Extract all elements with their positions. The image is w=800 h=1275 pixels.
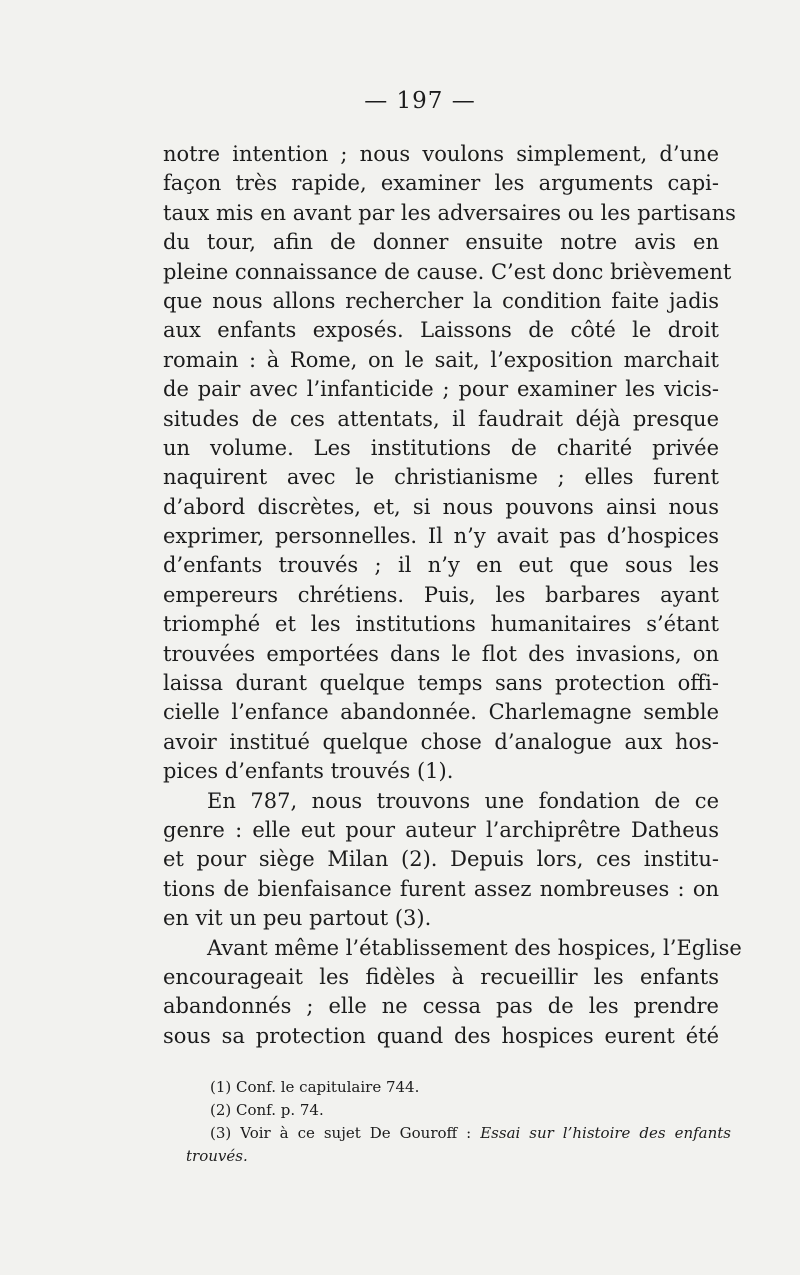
- text-line: un volume. Les institutions de charité privée: [163, 435, 719, 460]
- text-line: d’abord discrètes, et, si nous pouvons ainsi nous: [163, 494, 719, 519]
- text-line: façon très rapide, examiner les arguments capi-: [163, 171, 719, 196]
- text-line: En 787, nous trouvons une fondation de ce: [207, 788, 719, 813]
- text-line: et pour siège Milan (2). Depuis lors, ces institu-: [163, 847, 719, 872]
- text-line: triomphé et les institutions humanitaires s’étant: [163, 612, 719, 637]
- footnote-3: [186, 1122, 731, 1145]
- footnote-3-title: Essai sur l’histoire des enfants: [480, 1124, 731, 1142]
- text-line: genre : elle eut pour auteur l’archiprêtre Datheus: [163, 817, 719, 842]
- footnote-3-continuation: trouvés.: [186, 1147, 248, 1165]
- text-line: cielle l’enfance abandonnée. Charlemagne semble: [163, 700, 719, 725]
- page-number: — 197 —: [364, 88, 476, 114]
- text-line: taux mis en avant par les adversaires ou les partisans: [163, 200, 736, 225]
- text-line: romain : à Rome, on le sait, l’exposition marchait: [163, 347, 719, 372]
- text-line: avoir institué quelque chose d’analogue aux hos-: [163, 729, 719, 754]
- footnote-2: (2) Conf. p. 74.: [210, 1101, 324, 1119]
- text-line: abandonnés ; elle ne cessa pas de les prendre: [163, 994, 719, 1019]
- footnote-3-text: (3) Voir à ce sujet De Gouroff :: [210, 1124, 481, 1142]
- body-text: [163, 140, 742, 1051]
- text-line: exprimer, personnelles. Il n’y avait pas d’hospices: [163, 524, 719, 549]
- text-line: pices d’enfants trouvés (1).: [163, 759, 454, 784]
- text-line: aux enfants exposés. Laissons de côté le droit: [163, 318, 719, 343]
- text-line: trouvées emportées dans le flot des invasions, on: [163, 641, 719, 666]
- text-line: laissa durant quelque temps sans protection offi-: [163, 671, 719, 696]
- text-line: encourageait les fidèles à recueillir les enfants: [163, 964, 719, 989]
- text-line: en vit un peu partout (3).: [163, 906, 432, 931]
- footnote-1: (1) Conf. le capitulaire 744.: [210, 1078, 420, 1096]
- footnotes: [186, 1076, 731, 1168]
- text-line: sous sa protection quand des hospices eurent été: [163, 1023, 719, 1048]
- text-line: Avant même l’établissement des hospices, l’Eglise: [207, 935, 742, 960]
- text-line: pleine connaissance de cause. C’est donc brièvement: [163, 259, 732, 284]
- text-line: que nous allons rechercher la condition faite jadis: [163, 288, 719, 313]
- text-line: empereurs chrétiens. Puis, les barbares ayant: [163, 582, 719, 607]
- text-line: de pair avec l’infanticide ; pour examiner les vicis-: [163, 377, 719, 402]
- text-line: tions de bienfaisance furent assez nombreuses : on: [163, 876, 719, 901]
- text-line: naquirent avec le christianisme ; elles furent: [163, 465, 719, 490]
- text-line: du tour, afin de donner ensuite notre avis en: [163, 230, 719, 255]
- text-line: d’enfants trouvés ; il n’y en eut que sous les: [163, 553, 719, 578]
- text-line: notre intention ; nous voulons simplement, d’une: [163, 142, 719, 166]
- text-line: situdes de ces attentats, il faudrait déjà presque: [163, 406, 719, 431]
